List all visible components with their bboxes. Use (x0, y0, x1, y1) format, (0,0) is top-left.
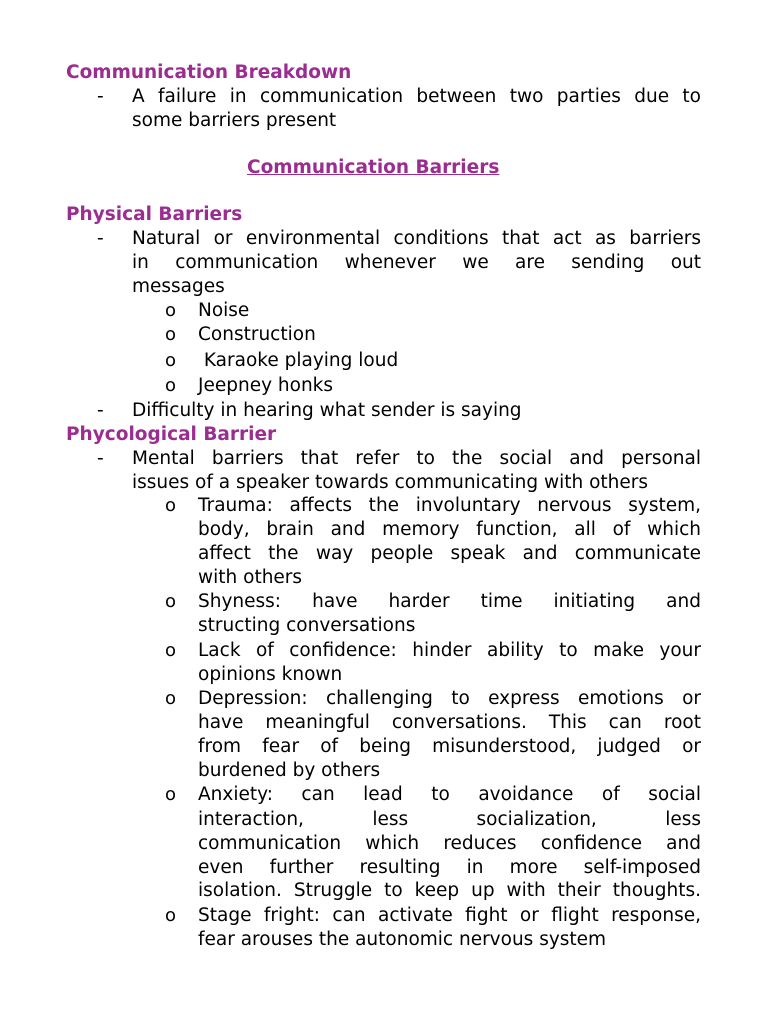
physical-item-jeepney: Jeepney honks (198, 375, 334, 396)
physical-item-karaoke: Karaoke playing loud (198, 350, 399, 371)
confidence-line-1: Lack of confidence: hinder ability to make your (198, 640, 701, 661)
trauma-line-3: affect the way people speak and communicate (198, 543, 701, 564)
o-bullet: o (165, 324, 177, 345)
o-bullet: o (165, 300, 177, 321)
anxiety-line-2: interaction, less socialization, less (198, 809, 701, 830)
title-communication-barriers: Communication Barriers (247, 157, 500, 178)
dash-bullet: - (97, 448, 104, 469)
anxiety-line-3: communication which reduces confidence and (198, 833, 701, 854)
physical-item-noise: Noise (198, 300, 250, 321)
depression-line-2: have meaningful conversations. This can root (198, 712, 701, 733)
stage-fright-line-2: fear arouses the autonomic nervous system (198, 929, 607, 950)
confidence-line-2: opinions known (198, 664, 343, 685)
physical-line-2: in communication whenever we are sending out (132, 252, 701, 273)
psychological-line-1: Mental barriers that refer to the social and personal (132, 448, 701, 469)
trauma-line-1: Trauma: affects the involuntary nervous system, (198, 495, 701, 516)
o-bullet: o (165, 905, 177, 926)
shyness-line-2: structing conversations (198, 615, 416, 636)
depression-line-1: Depression: challenging to express emotions or (198, 688, 701, 709)
dash-bullet: - (97, 228, 104, 249)
depression-line-4: burdened by others (198, 760, 381, 781)
o-bullet: o (165, 784, 177, 805)
trauma-line-4: with others (198, 567, 303, 588)
o-bullet: o (165, 591, 177, 612)
definition-line-2: some barriers present (132, 110, 337, 131)
dash-bullet: - (97, 400, 104, 421)
physical-line-1: Natural or environmental conditions that act as barriers (132, 228, 701, 249)
o-bullet: o (165, 350, 177, 371)
anxiety-line-5: isolation. Struggle to keep up with their thoughts. (198, 880, 701, 901)
o-bullet: o (165, 640, 177, 661)
psychological-line-2: issues of a speaker towards communicating with others (132, 472, 649, 493)
o-bullet: o (165, 375, 177, 396)
heading-physical-barriers: Physical Barriers (66, 204, 243, 225)
o-bullet: o (165, 688, 177, 709)
heading-phycological-barrier: Phycological Barrier (66, 424, 277, 445)
heading-communication-breakdown: Communication Breakdown (66, 62, 352, 83)
physical-item-construction: Construction (198, 324, 316, 345)
stage-fright-line-1: Stage fright: can activate fight or flight response, (198, 905, 701, 926)
physical-extra-line: Difficulty in hearing what sender is saying (132, 400, 522, 421)
o-bullet: o (165, 495, 177, 516)
anxiety-line-1: Anxiety: can lead to avoidance of social (198, 784, 701, 805)
anxiety-line-4: even further resulting in more self-imposed (198, 857, 701, 878)
dash-bullet: - (97, 86, 104, 107)
depression-line-3: from fear of being misunderstood, judged or (198, 736, 701, 757)
physical-line-3: messages (132, 276, 225, 297)
trauma-line-2: body, brain and memory function, all of which (198, 519, 701, 540)
shyness-line-1: Shyness: have harder time initiating and (198, 591, 701, 612)
definition-line-1: A failure in communication between two parties due to (132, 86, 701, 107)
